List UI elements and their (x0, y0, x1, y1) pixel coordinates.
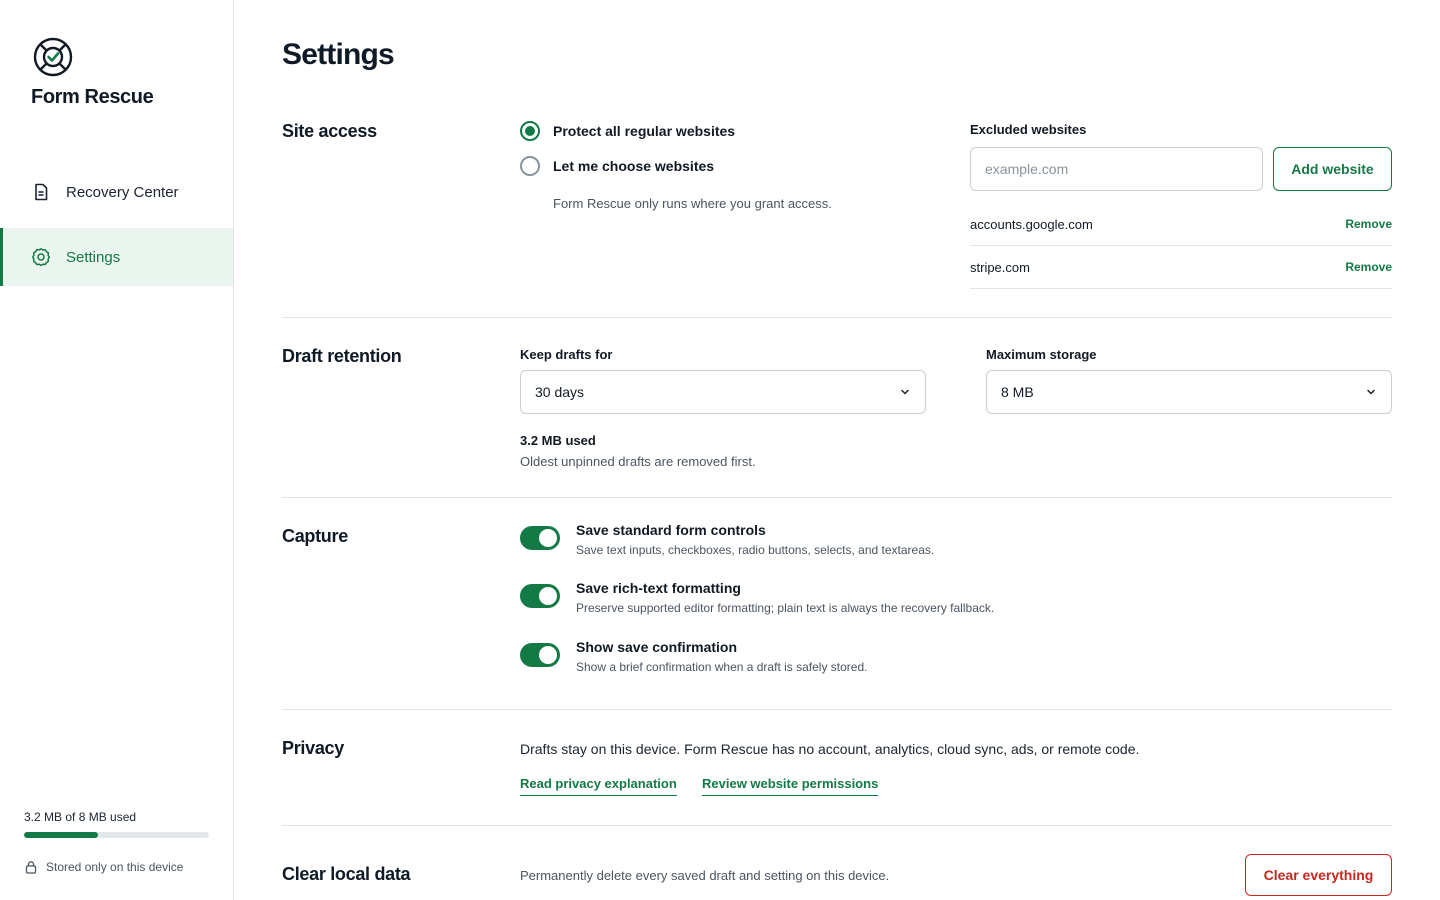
keep-drafts-label: Keep drafts for (520, 347, 613, 362)
radio-button[interactable] (520, 121, 540, 141)
toggle-title: Save standard form controls (576, 522, 766, 538)
section-title-draft-retention: Draft retention (282, 346, 402, 366)
storage-progress-fill (24, 832, 98, 838)
storage-usage-text: 3.2 MB of 8 MB used (24, 810, 137, 824)
section-title-clear-data: Clear local data (282, 864, 411, 884)
clear-data-description: Permanently delete every saved draft and setting on this device. (520, 868, 890, 883)
toggle-title: Show save confirmation (576, 639, 738, 655)
max-storage-label: Maximum storage (986, 347, 1097, 362)
keep-drafts-select[interactable] (520, 370, 926, 414)
section-divider (282, 317, 1392, 318)
radio-label: Let me choose websites (553, 158, 715, 174)
remove-site-button[interactable]: Remove (1345, 217, 1392, 231)
toggle-description: Save text inputs, checkboxes, radio buttons, selects, and textareas. (576, 543, 935, 557)
brand-name: Form Rescue (31, 86, 154, 108)
storage-progress-bar (24, 832, 209, 838)
radio-choose-websites[interactable] (520, 156, 714, 176)
add-website-button[interactable]: Add website (1273, 147, 1392, 191)
toggle-title: Save rich-text formatting (576, 580, 741, 596)
shield-check-icon (32, 36, 74, 78)
toggle-switch[interactable] (520, 526, 560, 550)
sidebar-item-settings[interactable] (0, 228, 233, 286)
local-storage-note (24, 860, 183, 874)
toggle-switch[interactable] (520, 643, 560, 667)
lock-icon (24, 860, 38, 874)
radio-label: Protect all regular websites (553, 123, 736, 139)
local-note-text: Stored only on this device (46, 860, 184, 874)
radio-button[interactable] (520, 156, 540, 176)
section-divider (282, 825, 1392, 826)
sidebar-item-recovery-center[interactable] (0, 163, 233, 221)
max-storage-value: 8 MB (1001, 384, 1034, 400)
document-icon (31, 182, 51, 202)
site-access-hint: Form Rescue only runs where you grant access. (553, 196, 832, 211)
excluded-site-row (970, 246, 1392, 289)
keep-drafts-value: 30 days (535, 384, 585, 400)
toggle-description: Show a brief confirmation when a draft is safely stored. (576, 660, 868, 674)
section-title-capture: Capture (282, 526, 348, 546)
chevron-down-icon (899, 386, 911, 398)
retention-note: Oldest unpinned drafts are removed first. (520, 454, 756, 469)
page-title: Settings (282, 38, 394, 71)
sidebar-item-label: Recovery Center (66, 183, 179, 201)
radio-protect-all[interactable] (520, 121, 735, 141)
privacy-text: Drafts stay on this device. Form Rescue has no account, analytics, cloud sync, ads, or remote code. (520, 741, 1140, 757)
read-privacy-link[interactable]: Read privacy explanation (520, 776, 677, 796)
chevron-down-icon (1365, 386, 1377, 398)
storage-used-value: 3.2 MB used (520, 433, 596, 448)
max-storage-select[interactable] (986, 370, 1392, 414)
gear-icon (31, 247, 51, 267)
excluded-site-name: stripe.com (970, 259, 1030, 275)
excluded-website-input[interactable] (970, 147, 1263, 191)
sidebar (0, 0, 234, 900)
section-divider (282, 497, 1392, 498)
remove-site-button[interactable]: Remove (1345, 260, 1392, 274)
toggle-switch[interactable] (520, 584, 560, 608)
clear-everything-button[interactable]: Clear everything (1245, 854, 1392, 896)
excluded-site-name: accounts.google.com (970, 216, 1093, 232)
review-permissions-link[interactable]: Review website permissions (702, 776, 878, 796)
excluded-site-row (970, 203, 1392, 246)
toggle-description: Preserve supported editor formatting; plain text is always the recovery fallback. (576, 601, 995, 615)
section-divider (282, 709, 1392, 710)
section-title-privacy: Privacy (282, 738, 344, 758)
excluded-websites-label: Excluded websites (970, 122, 1087, 137)
sidebar-item-label: Settings (66, 248, 121, 266)
section-title-site-access: Site access (282, 121, 377, 141)
